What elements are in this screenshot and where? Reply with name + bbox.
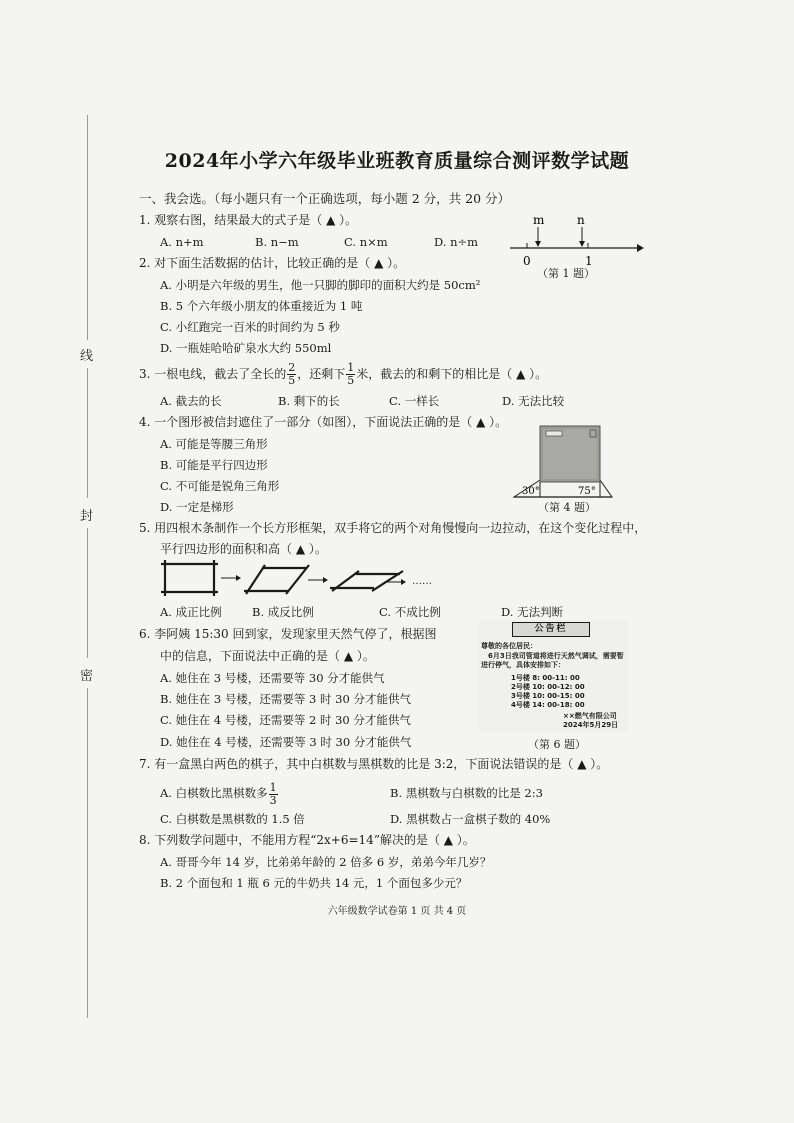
notice-company: ××燃气有限公司 — [563, 712, 617, 720]
q1-option-a: A. n+m — [160, 235, 204, 249]
q3-option-c: C. 一样长 — [389, 394, 440, 408]
q7-option-c: C. 白棋数是黑棋数的 1.5 倍 — [160, 812, 305, 826]
q2-option-d: D. 一瓶娃哈哈矿泉水大约 550ml — [160, 341, 332, 355]
notice-body-1: 6月3日我司管道将进行天然气调试，需要暂 — [488, 652, 624, 660]
notice-row-2: 2号楼 10: 00-12: 00 — [511, 683, 585, 691]
notice-header: 公告栏 — [534, 624, 568, 634]
binding-line-mid1 — [87, 368, 88, 498]
q2-option-a: A. 小明是六年级的男生，他一只脚的脚印的面积大约是 50cm² — [160, 278, 481, 292]
binding-line-bottom — [87, 688, 88, 1018]
q2-option-b: B. 5 个六年级小朋友的体重接近为 1 吨 — [160, 299, 363, 313]
q1-caption: （第 1 题） — [537, 267, 595, 280]
number-line-arrow — [637, 244, 644, 252]
rect-frame — [161, 560, 218, 596]
q6-caption: （第 6 题） — [528, 738, 586, 751]
q4-option-b: B. 可能是平行四边形 — [160, 458, 268, 472]
section-heading: 一、我会选。（每小题只有一个正确选项，每小题 2 分，共 20 分） — [139, 191, 511, 206]
q8-stem: 8. 下列数学问题中，不能用方程“2x+6=14”解决的是（ ▲ ）。 — [139, 833, 475, 847]
q5-stem-2: 平行四边形的面积和高（ ▲ ）。 — [160, 542, 327, 556]
q7-frac-num: 1 — [269, 780, 277, 794]
q4-option-d: D. 一定是梯形 — [160, 500, 234, 514]
q4-caption: （第 4 题） — [538, 501, 596, 514]
q6-option-b: B. 她住在 3 号楼，还需要等 3 时 30 分才能供气 — [160, 692, 411, 706]
q6-stem-2: 中的信息，下面说法中正确的是（ ▲ ）。 — [160, 649, 375, 663]
q3-frac2-num: 1 — [347, 361, 355, 374]
q5-frame-figure — [158, 558, 438, 600]
stamp-icon — [546, 431, 562, 436]
q3-frac2-den: 5 — [347, 374, 355, 387]
q5-option-c: C. 不成比例 — [379, 605, 441, 619]
arrow-3 — [401, 579, 406, 585]
q5-dots: …… — [412, 576, 432, 587]
q5-stem: 5. 用四根木条制作一个长方形框架，双手将它的两个对角慢慢向一边拉动，在这个变化过程中， — [139, 521, 647, 535]
q7-stem: 7. 有一盒黑白两色的棋子，其中白棋数与黑棋数的比是 3:2，下面说法错误的是（ ▲ ）。 — [139, 757, 609, 771]
q3-stem — [139, 362, 547, 387]
q8-option-b: B. 2 个面包和 1 瓶 6 元的牛奶共 14 元，1 个面包多少元？ — [160, 876, 468, 890]
q7-option-d: D. 黑棋数占一盒棋子数的 40% — [390, 812, 551, 826]
notice-greeting: 尊敬的各位居民： — [481, 642, 537, 650]
q7-frac-den: 3 — [269, 793, 277, 807]
page-title: 2024年小学六年级毕业班教育质量综合测评数学试题 — [164, 150, 630, 172]
arrow-2 — [323, 577, 328, 583]
q2-option-c: C. 小红跑完一百米的时间约为 5 秒 — [160, 320, 340, 334]
q7-option-b: B. 黑棋数与白棋数的比是 2:3 — [390, 786, 543, 800]
angle-30: 30° — [522, 486, 540, 497]
notice-row-4: 4号楼 14: 00-18: 00 — [511, 701, 585, 709]
q3-option-a: A. 截去的长 — [160, 394, 222, 408]
q5-option-b: B. 成反比例 — [252, 605, 314, 619]
q1-option-d: D. n÷m — [434, 235, 479, 249]
notice-body-2: 进行停气，具体安排如下： — [481, 661, 565, 669]
q3-fraction-2-5 — [287, 362, 296, 387]
q4-stem: 4. 一个图形被信封遮住了一部分（如图），下面说法正确的是（ ▲ ）。 — [139, 415, 508, 429]
q1-option-c: C. n×m — [344, 235, 388, 249]
q3-frac1-num: 2 — [288, 361, 296, 374]
q4-option-a: A. 可能是等腰三角形 — [160, 437, 268, 451]
tick-label-0: 0 — [523, 254, 531, 268]
q2-stem: 2. 对下面生活数据的估计，比较正确的是（ ▲ ）。 — [139, 256, 406, 270]
q8-option-a: A. 哥哥今年 14 岁，比弟弟年龄的 2 倍多 6 岁，弟弟今年几岁？ — [160, 855, 492, 869]
tick-label-1: 1 — [585, 254, 593, 268]
q4-option-c: C. 不可能是锐角三角形 — [160, 479, 280, 493]
q4-envelope-figure — [510, 424, 616, 500]
q3-option-d: D. 无法比较 — [502, 394, 565, 408]
binding-mark-feng: 封 — [80, 509, 94, 524]
q1-stem: 1. 观察右图，结果最大的式子是（ ▲ ）。 — [139, 213, 358, 227]
q3-stem-part-c: 米，截去的和剩下的相比是（ ▲ ）。 — [356, 367, 548, 381]
label-n: n — [577, 213, 585, 227]
q6-option-d: D. 她住在 4 号楼，还需要等 3 时 30 分才能供气 — [160, 735, 412, 749]
parallelogram-frame-1 — [244, 565, 309, 594]
q3-stem-part-a: 3. 一根电线，截去了全长的 — [139, 367, 287, 381]
q5-option-a: A. 成正比例 — [160, 605, 222, 619]
page-footer: 六年级数学试卷第 1 页 共 4 页 — [327, 906, 467, 917]
q7-option-a-text: A. 白棋数比黑棋数多 — [160, 786, 268, 800]
binding-mark-mi: 密 — [80, 669, 94, 684]
q6-notice-board — [478, 620, 628, 732]
q7-fraction-1-3 — [269, 782, 278, 807]
q1-option-b: B. n−m — [255, 235, 299, 249]
notice-row-3: 3号楼 10: 00-15: 00 — [511, 692, 585, 700]
notice-header-box — [512, 622, 590, 637]
parallelogram-frame-2 — [330, 571, 403, 591]
q3-option-b: B. 剩下的长 — [278, 394, 340, 408]
visible-triangle-right — [600, 480, 612, 497]
q3-frac1-den: 5 — [288, 374, 296, 387]
arrow-1 — [236, 575, 241, 581]
q6-option-a: A. 她住在 3 号楼，还需要等 30 分才能供气 — [160, 671, 385, 685]
angle-75: 75° — [578, 486, 596, 497]
q3-fraction-1-5 — [346, 362, 355, 387]
notice-date: 2024年5月29日 — [563, 721, 619, 729]
notice-row-1: 1号楼 8: 00-11: 00 — [511, 674, 580, 682]
binding-mark-xian: 线 — [80, 349, 94, 364]
q3-stem-part-b: ，还剩下 — [297, 367, 346, 381]
label-m: m — [533, 213, 545, 227]
q6-option-c: C. 她住在 4 号楼，还需要等 2 时 30 分才能供气 — [160, 713, 411, 727]
binding-line-top — [87, 115, 88, 340]
q7-option-a — [160, 778, 279, 808]
q5-option-d: D. 无法判断 — [501, 605, 564, 619]
q6-stem: 6. 李阿姨 15:30 回到家，发现家里天然气停了，根据图 — [139, 627, 437, 641]
binding-line-mid2 — [87, 528, 88, 658]
